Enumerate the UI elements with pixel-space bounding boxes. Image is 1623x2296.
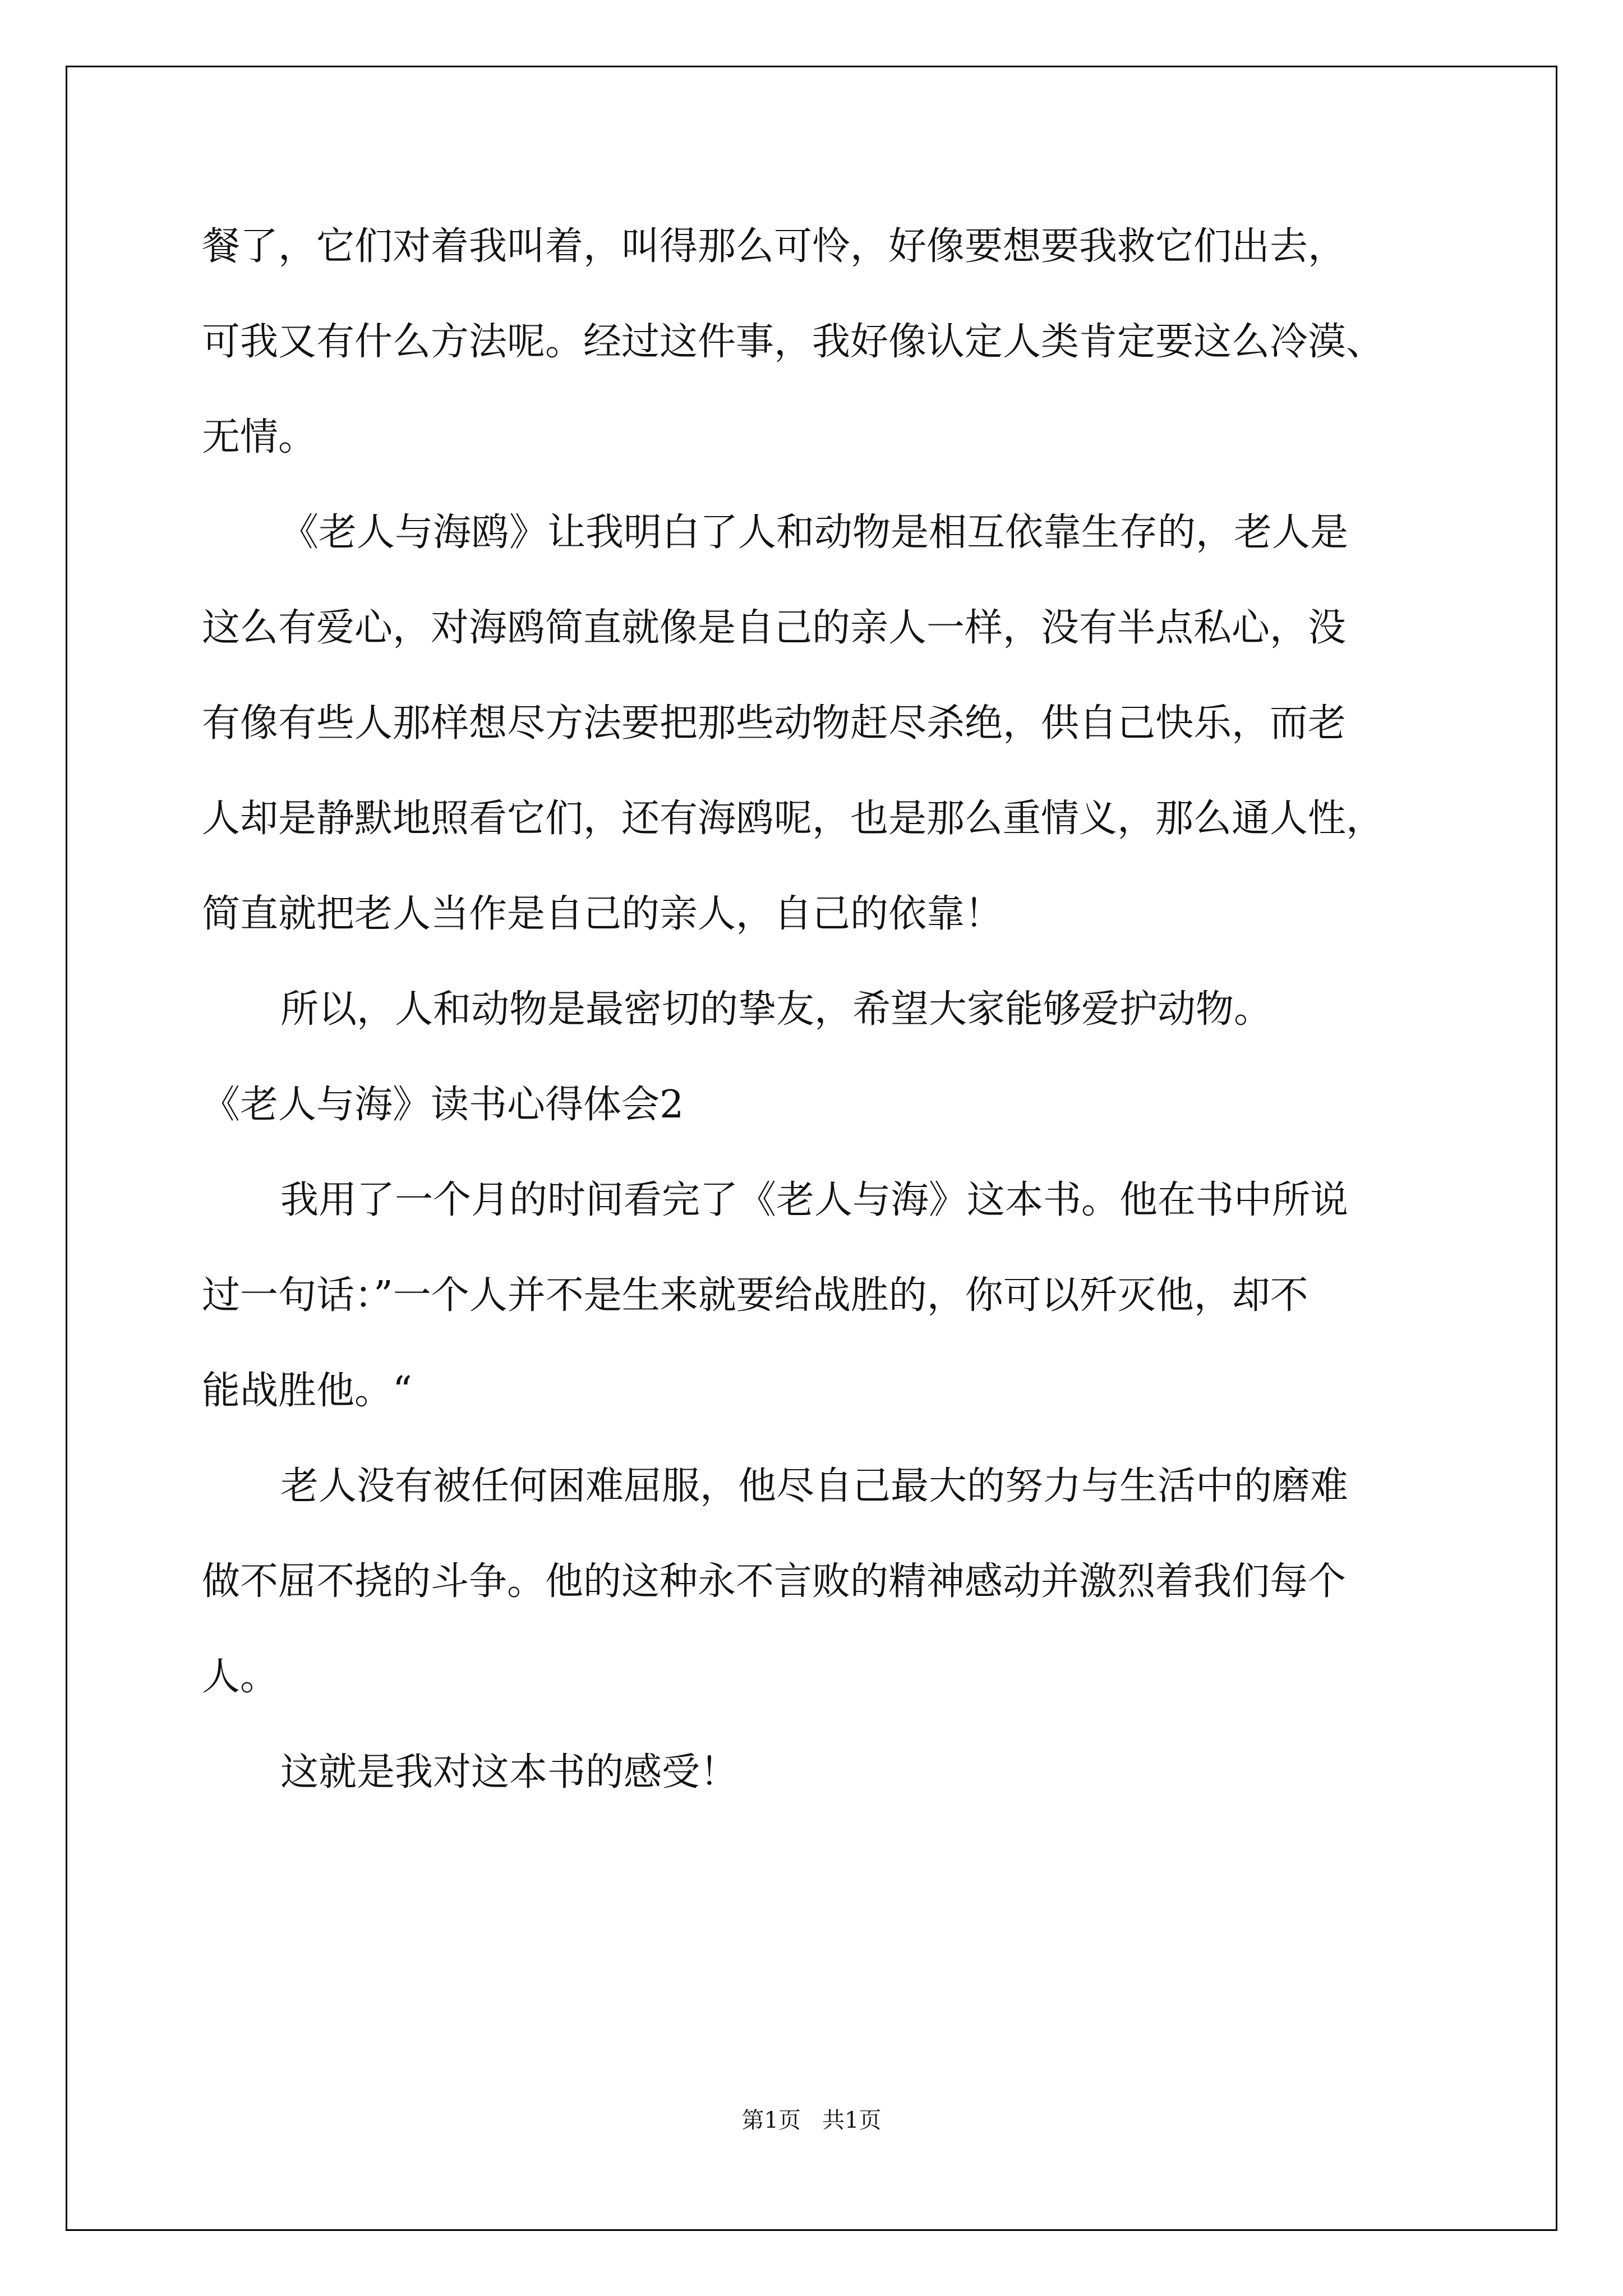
body-text-line: 无情。 [202,415,317,459]
body-text-line: 做不屈不挠的斗争。他的这种永不言败的精神感动并激烈着我们每个 [202,1559,1347,1604]
section-heading: 《老人与海》读书心得体会2 [202,1083,684,1127]
body-text-line: 这么有爱心，对海鸥简直就像是自己的亲人一样，没有半点私心，没 [202,606,1347,650]
page-number-footer: 第1页 共1页 [741,2108,882,2133]
body-text-line: 能战胜他。“ [202,1369,412,1413]
body-text-line: 老人没有被任何困难屈服，他尽自己最大的努力与生活中的磨难 [280,1464,1349,1508]
body-text-line: 有像有些人那样想尽方法要把那些动物赶尽杀绝，供自己快乐，而老 [202,701,1347,746]
body-text-line: 可我又有什么方法呢。经过这件事，我好像认定人类肯定要这么冷漠、 [202,320,1385,364]
body-text-line: 简直就把老人当作是自己的亲人，自己的依靠！ [202,892,1003,936]
body-text-line: 过一句话：”一个人并不是生来就要给战胜的，你可以歼灭他，却不 [202,1273,1308,1318]
body-text-line: 这就是我对这本书的感受！ [280,1750,739,1795]
body-text-line: 餐了，它们对着我叫着，叫得那么可怜，好像要想要我救它们出去， [202,224,1347,269]
body-text-line: 我用了一个月的时间看完了《老人与海》这本书。他在书中所说 [280,1178,1349,1222]
page-border [66,66,1557,2231]
body-text-line: 人却是静默地照看它们，还有海鸥呢，也是那么重情义，那么通人性， [202,797,1385,841]
body-text-line: 《老人与海鸥》让我明白了人和动物是相互依靠生存的，老人是 [280,510,1349,555]
body-text-line: 人。 [202,1655,279,1699]
body-text-line: 所以，人和动物是最密切的挚友，希望大家能够爱护动物。 [280,987,1272,1032]
